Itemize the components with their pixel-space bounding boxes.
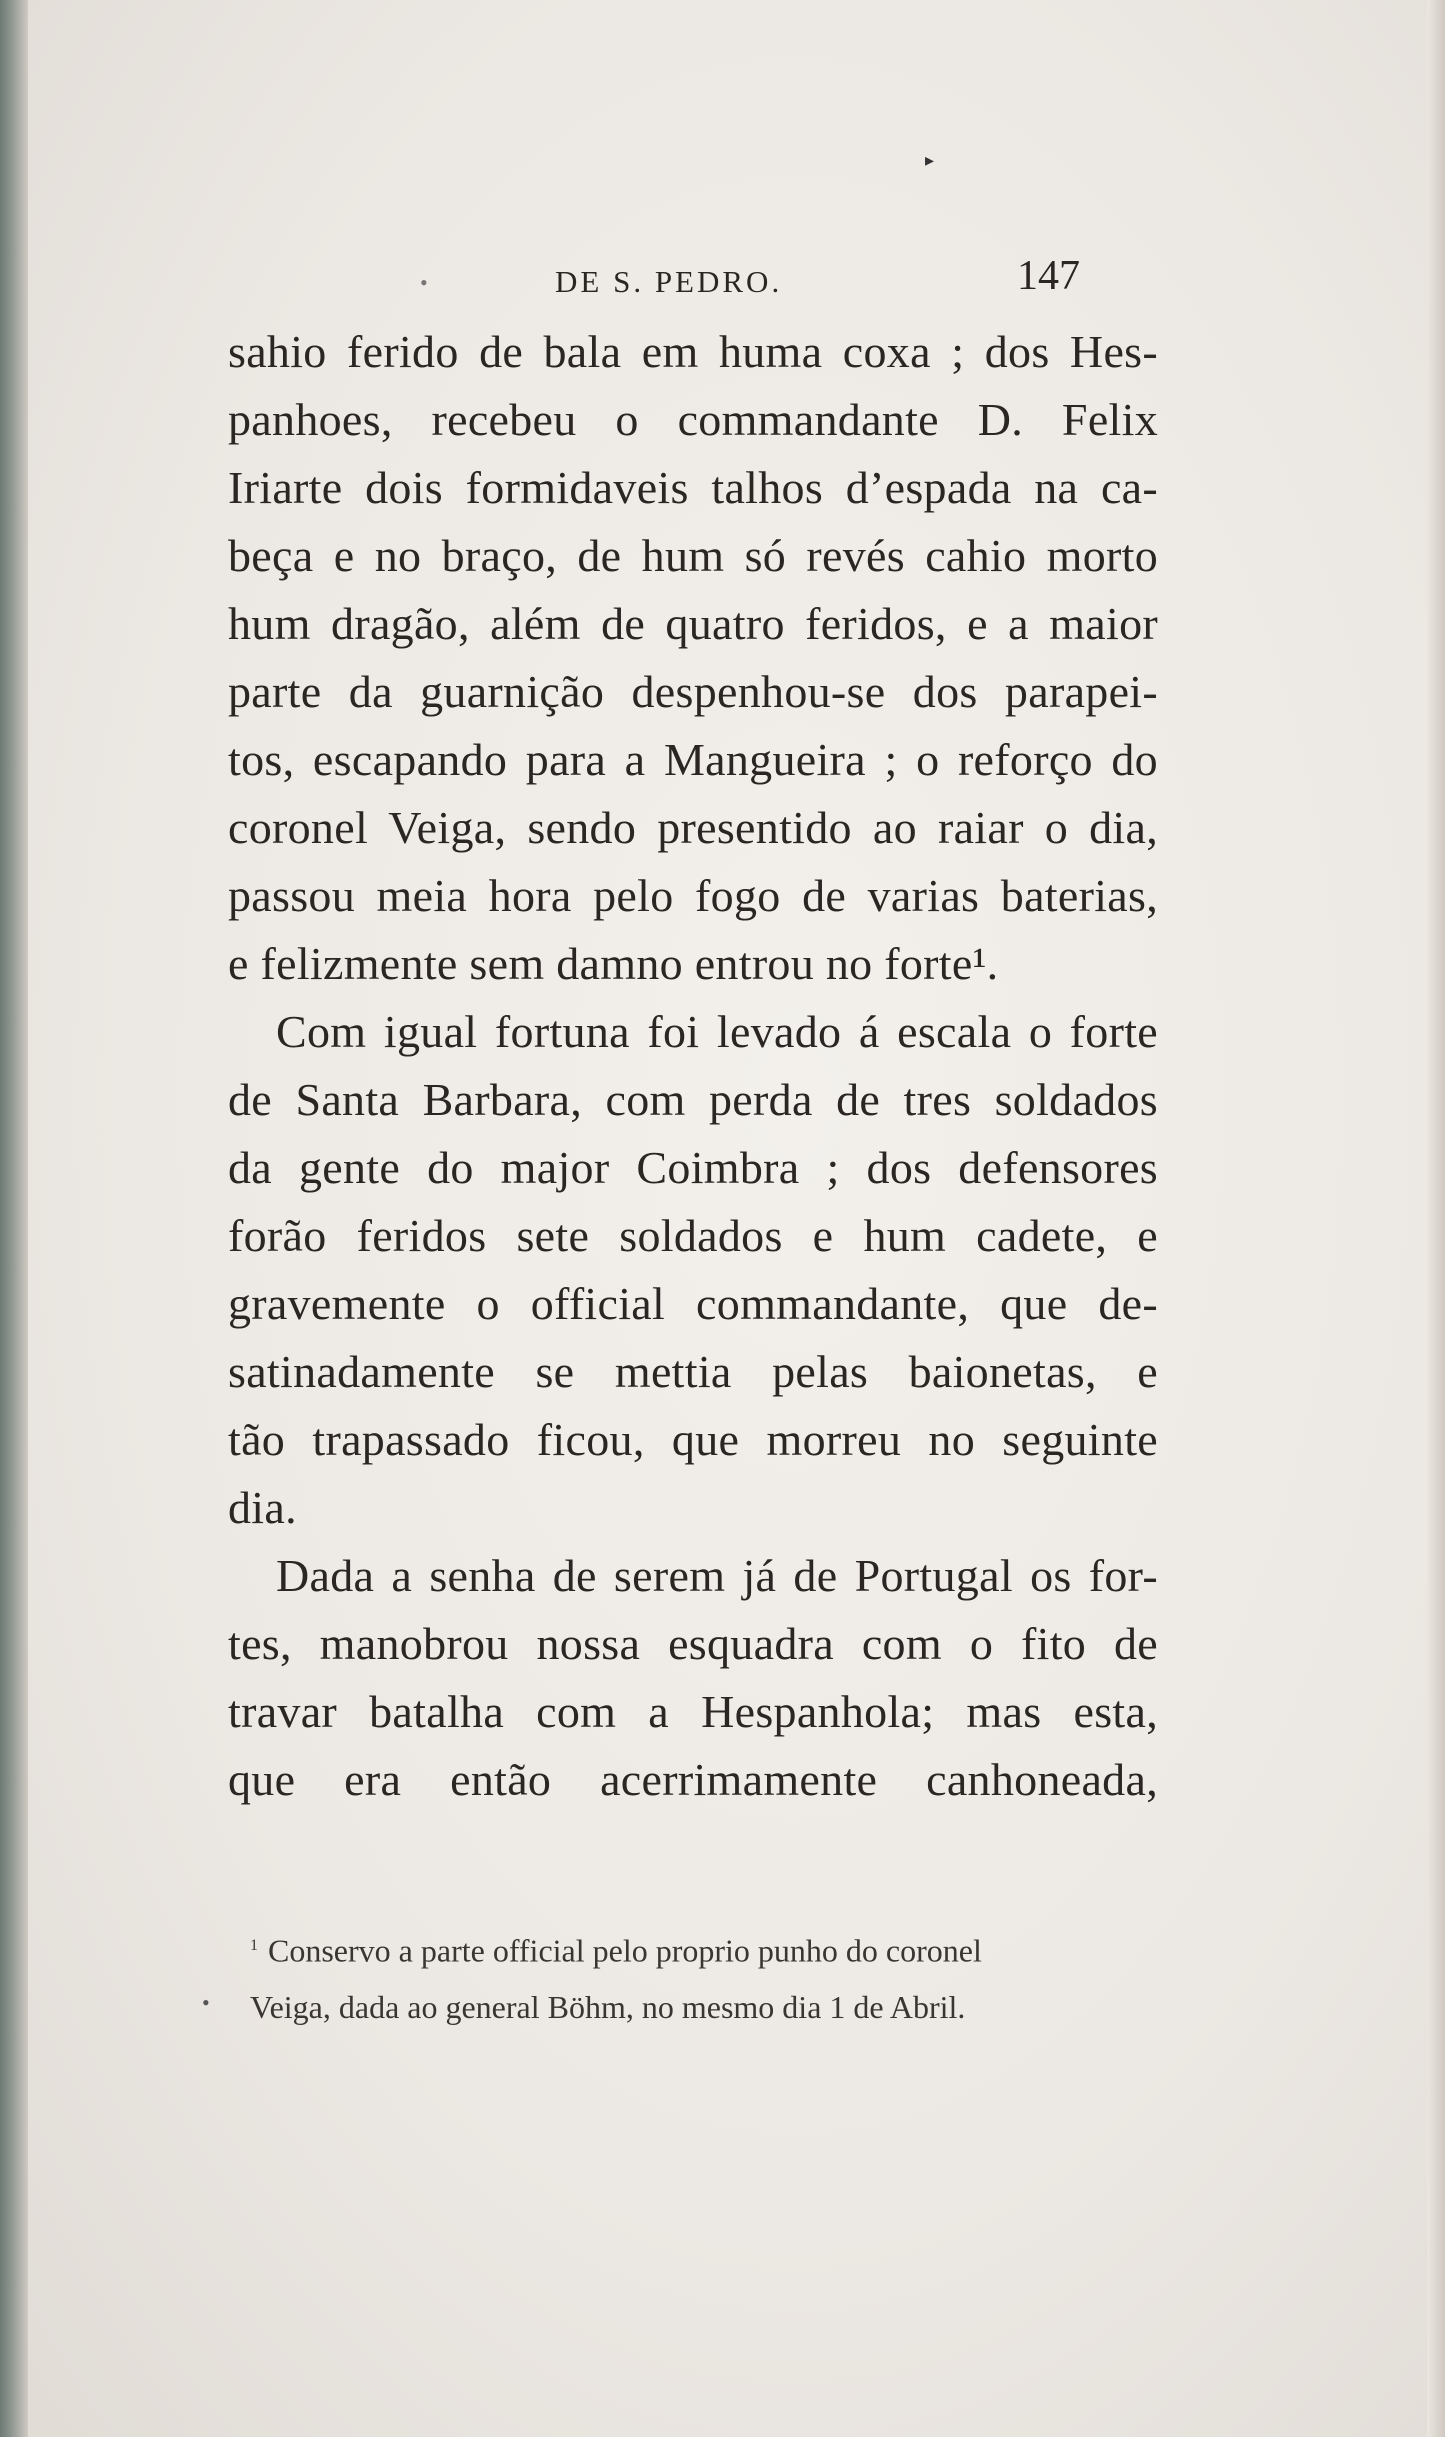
text-line: beça e no braço, de hum só revés cahio morto bbox=[228, 530, 1158, 581]
text-line: e felizmente sem damno entrou no forte¹. bbox=[228, 938, 999, 989]
text-line: sahio ferido de bala em huma coxa ; dos Hes- bbox=[228, 326, 1158, 377]
footnote-line bbox=[250, 1918, 1180, 1979]
text-line: satinadamente se mettia pelas baionetas, e bbox=[228, 1346, 1158, 1397]
text-line: Iriarte dois formidaveis talhos d’espada na ca- bbox=[228, 462, 1158, 513]
page-edge bbox=[1427, 0, 1445, 2437]
text-line: parte da guarnição despenhou-se dos parapei- bbox=[228, 666, 1158, 717]
text-line: gravemente o official commandante, que de- bbox=[228, 1278, 1158, 1329]
paragraph-3 bbox=[228, 1542, 1158, 1814]
header-dot: • bbox=[420, 270, 428, 295]
text-line: de Santa Barbara, com perda de tres soldados bbox=[228, 1074, 1158, 1125]
running-title: DE S. PEDRO. bbox=[555, 264, 783, 299]
footnote-text: Conservo a parte official pelo proprio punho do coronel bbox=[268, 1932, 982, 1969]
text-line: tos, escapando para a Mangueira ; o reforço do bbox=[228, 734, 1158, 785]
text-line: dia. bbox=[228, 1482, 297, 1533]
text-line: Com igual fortuna foi levado á escala o forte bbox=[276, 1006, 1158, 1057]
paragraph-1 bbox=[228, 318, 1158, 998]
text-line: panhoes, recebeu o commandante D. Felix bbox=[228, 394, 1158, 445]
text-line: travar batalha com a Hespanhola; mas esta, bbox=[228, 1686, 1158, 1737]
text-line: tão trapassado ficou, que morreu no seguinte bbox=[228, 1414, 1158, 1465]
text-line: forão feridos sete soldados e hum cadete, e bbox=[228, 1210, 1158, 1261]
text-line: tes, manobrou nossa esquadra com o fito de bbox=[228, 1618, 1158, 1669]
paragraph-2 bbox=[228, 998, 1158, 1542]
text-line: que era então acerrimamente canhoneada, bbox=[228, 1754, 1158, 1805]
footnote-marker: 1 bbox=[250, 1937, 258, 1954]
page-number: 147 bbox=[1017, 253, 1080, 299]
text-line: passou meia hora pelo fogo de varias baterias, bbox=[228, 870, 1158, 921]
print-mark: ▸ bbox=[925, 150, 935, 170]
text-line: coronel Veiga, sendo presentido ao raiar o dia, bbox=[228, 802, 1158, 853]
text-line: hum dragão, além de quatro feridos, e a maior bbox=[228, 598, 1158, 649]
main-text bbox=[228, 318, 1158, 1814]
footnote-dot: • bbox=[202, 1990, 210, 2015]
footnote bbox=[250, 1918, 1180, 2035]
page-header bbox=[225, 252, 1155, 302]
text-line: Dada a senha de serem já de Portugal os for- bbox=[276, 1550, 1158, 1601]
footnote-line: Veiga, dada ao general Böhm, no mesmo dia 1 de Abril. bbox=[250, 1988, 966, 2025]
page-gutter bbox=[0, 0, 28, 2437]
text-line: da gente do major Coimbra ; dos defensores bbox=[228, 1142, 1158, 1193]
